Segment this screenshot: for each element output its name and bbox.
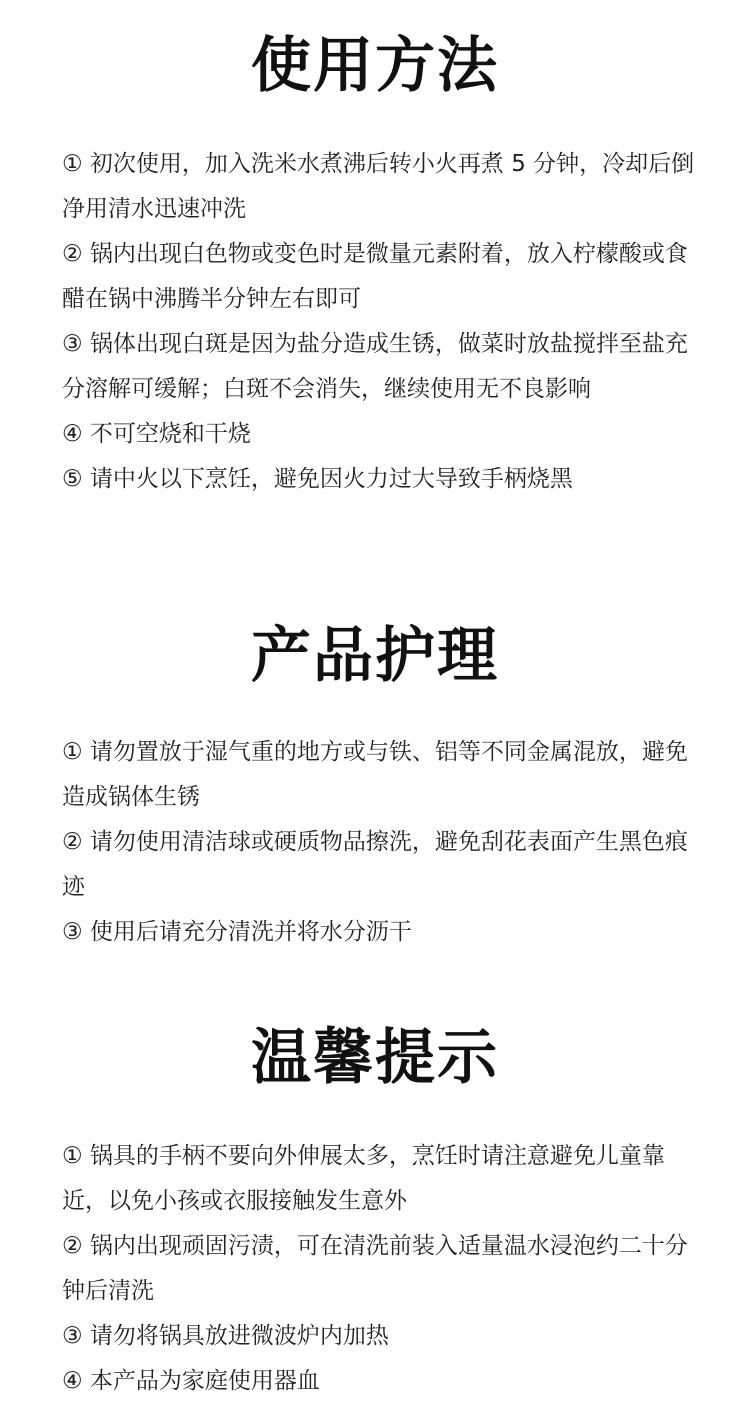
tips-item-1: ① 锅具的手柄不要向外伸展太多，烹饪时请注意避免儿童靠近，以免小孩或衣服接触发生意外 <box>62 1143 665 1214</box>
tips-item-3: ③ 请勿将锅具放进微波炉内加热 <box>62 1323 389 1349</box>
tips-title: 温馨提示 <box>251 1023 499 1093</box>
care-list <box>62 730 702 955</box>
usage-item-5: ⑤ 请中火以下烹饪，避免因火力过大导致手柄烧黑 <box>62 466 573 492</box>
usage-item-1: ① 初次使用，加入洗米水煮沸后转小火再煮 5 分钟，冷却后倒净用清水迅速冲洗 <box>62 151 695 222</box>
tips-list <box>62 1134 702 1404</box>
care-item-1: ① 请勿置放于湿气重的地方或与铁、铝等不同金属混放，避免造成锅体生锈 <box>62 739 688 810</box>
usage-item-4: ④ 不可空烧和干烧 <box>62 421 251 447</box>
care-title: 产品护理 <box>251 621 499 691</box>
usage-list <box>62 142 702 502</box>
usage-title: 使用方法 <box>251 31 499 101</box>
tips-item-4: ④ 本产品为家庭使用器血 <box>62 1368 320 1394</box>
tips-item-2: ② 锅内出现顽固污渍，可在清洗前装入适量温水浸泡约二十分钟后清洗 <box>62 1233 688 1304</box>
care-item-2: ② 请勿使用清洁球或硬质物品擦洗，避免刮花表面产生黑色痕迹 <box>62 829 688 900</box>
care-item-3: ③ 使用后请充分清洗并将水分沥干 <box>62 919 412 945</box>
usage-item-2: ② 锅内出现白色物或变色时是微量元素附着，放入柠檬酸或食醋在锅中沸腾半分钟左右即可 <box>62 241 688 312</box>
usage-item-3: ③ 锅体出现白斑是因为盐分造成生锈，做菜时放盐搅拌至盐充分溶解可缓解；白斑不会消失，继续使用无不良影响 <box>62 331 688 402</box>
